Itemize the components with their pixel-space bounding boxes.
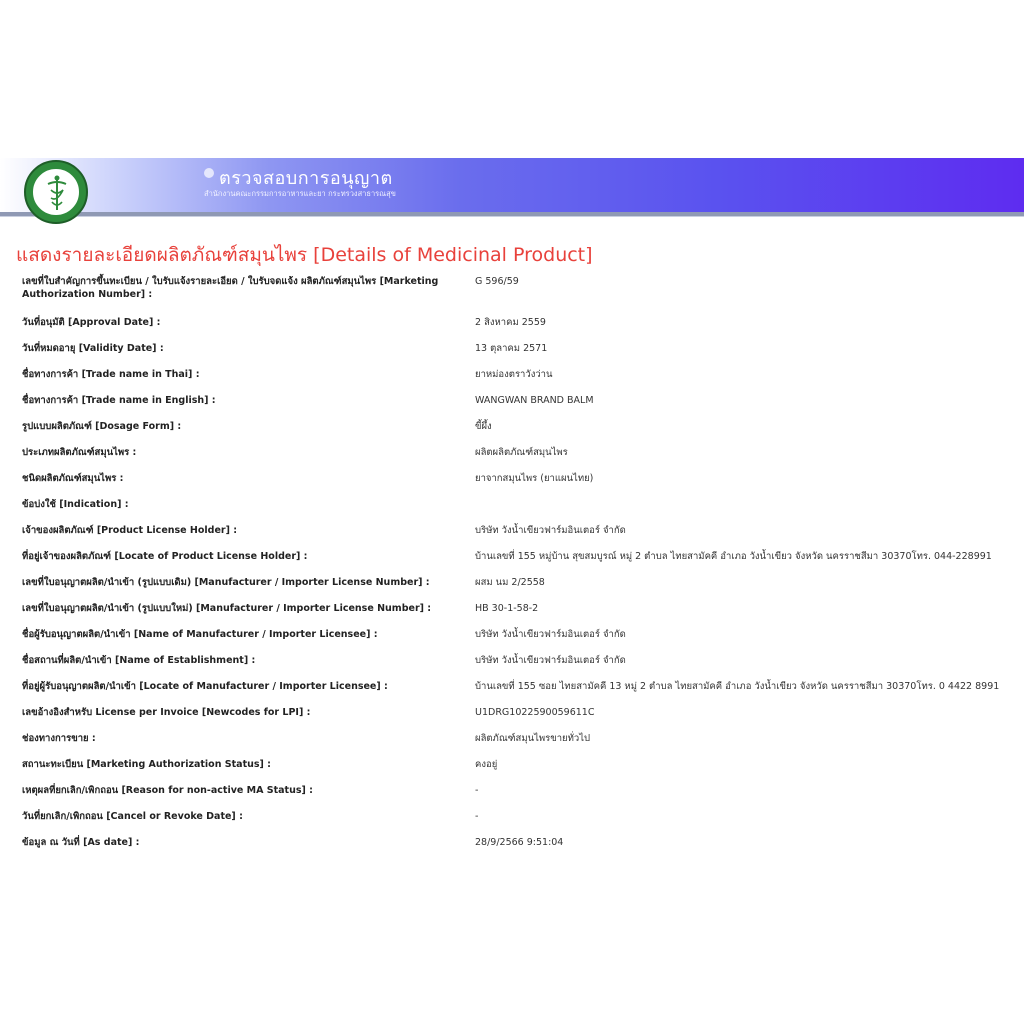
detail-value: 13 ตุลาคม 2571 (475, 343, 548, 354)
detail-label: เลขอ้างอิงสำหรับ License per Invoice [Newcodes for LPI] : (22, 707, 311, 718)
detail-label: วันที่อนุมัติ [Approval Date] : (22, 317, 161, 328)
detail-value: HB 30-1-58-2 (475, 603, 539, 614)
caduceus-icon (26, 162, 90, 226)
detail-label: ข้อมูล ณ วันที่ [As date] : (22, 837, 140, 848)
detail-label: ที่อยู่เจ้าของผลิตภัณฑ์ [Locate of Product License Holder] : (22, 551, 308, 562)
detail-value: ผลิตภัณฑ์สมุนไพรขายทั่วไป (475, 733, 591, 744)
detail-label: ที่อยู่ผู้รับอนุญาตผลิต/นำเข้า [Locate of Manufacturer / Importer Licensee] : (22, 681, 388, 692)
detail-value: ยาจากสมุนไพร (ยาแผนไทย) (475, 473, 594, 484)
detail-value: ผลิตผลิตภัณฑ์สมุนไพร (475, 447, 568, 458)
detail-label: สถานะทะเบียน [Marketing Authorization Status] : (22, 759, 271, 770)
detail-label: เจ้าของผลิตภัณฑ์ [Product License Holder] : (22, 525, 238, 536)
title-bullet-icon (204, 168, 214, 178)
detail-value: คงอยู่ (475, 759, 498, 770)
detail-label: เหตุผลที่ยกเลิก/เพิกถอน [Reason for non-active MA Status] : (22, 785, 313, 796)
detail-value: - (475, 811, 479, 822)
header-divider-light (0, 216, 1024, 217)
site-subtitle: สำนักงานคณะกรรมการอาหารและยา กระทรวงสาธารณสุข (204, 189, 396, 198)
detail-label: ชื่อทางการค้า [Trade name in English] : (22, 395, 216, 406)
detail-label: รูปแบบผลิตภัณฑ์ [Dosage Form] : (22, 421, 182, 432)
detail-value: ขี้ผึ้ง (475, 421, 492, 432)
detail-value: บริษัท วังน้ำเขียวฟาร์มอินเตอร์ จำกัด (475, 525, 626, 536)
detail-value: 28/9/2566 9:51:04 (475, 837, 564, 848)
detail-value: U1DRG1022590059611C (475, 707, 595, 718)
detail-value: บ้านเลขที่ 155 หมู่บ้าน สุขสมบูรณ์ หมู่ 2 ตำบล ไทยสามัคคี อำเภอ วังน้ำเขียว จังหวัด นครราชสีมา 30370โทร. 044-228991 (475, 551, 992, 562)
site-title: ตรวจสอบการอนุญาต (219, 168, 393, 189)
detail-value: บริษัท วังน้ำเขียวฟาร์มอินเตอร์ จำกัด (475, 629, 626, 640)
detail-label: ชื่อสถานที่ผลิต/นำเข้า [Name of Establishment] : (22, 655, 256, 666)
detail-label: ชื่อผู้รับอนุญาตผลิต/นำเข้า [Name of Manufacturer / Importer Licensee] : (22, 629, 378, 640)
page-title: แสดงรายละเอียดผลิตภัณฑ์สมุนไพร [Details of Medicinal Product] (16, 244, 593, 266)
detail-value: - (475, 785, 479, 796)
detail-label: วันที่ยกเลิก/เพิกถอน [Cancel or Revoke Date] : (22, 811, 243, 822)
detail-value: บริษัท วังน้ำเขียวฟาร์มอินเตอร์ จำกัด (475, 655, 626, 666)
detail-value: 2 สิงหาคม 2559 (475, 317, 546, 328)
detail-value: WANGWAN BRAND BALM (475, 395, 594, 406)
detail-label: ข้อบ่งใช้ [Indication] : (22, 499, 129, 510)
detail-value: บ้านเลขที่ 155 ซอย ไทยสามัคคี 13 หมู่ 2 ตำบล ไทยสามัคคี อำเภอ วังน้ำเขียว จังหวัด นครราชสีมา 30370โทร. 0 4422 8991 (475, 681, 1000, 692)
detail-label: เลขที่ใบสำคัญการขึ้นทะเบียน / ใบรับแจ้งรายละเอียด / ใบรับจดแจ้ง ผลิตภัณฑ์สมุนไพร [Marketing Authorization Number] : (22, 276, 439, 300)
detail-label: เลขที่ใบอนุญาตผลิต/นำเข้า (รูปแบบใหม่) [Manufacturer / Importer License Number] : (22, 603, 432, 614)
detail-label: เลขที่ใบอนุญาตผลิต/นำเข้า (รูปแบบเดิม) [Manufacturer / Importer License Number] : (22, 577, 430, 588)
detail-value: ผสม นม 2/2558 (475, 577, 545, 588)
ministry-logo-icon[interactable] (24, 160, 88, 224)
detail-value: G 596/59 (475, 276, 519, 287)
detail-value: ยาหม่องตราวังว่าน (475, 369, 553, 380)
detail-label: ประเภทผลิตภัณฑ์สมุนไพร : (22, 447, 137, 458)
detail-label: ชนิดผลิตภัณฑ์สมุนไพร : (22, 473, 124, 484)
detail-label: ชื่อทางการค้า [Trade name in Thai] : (22, 369, 200, 380)
header-banner (0, 158, 1024, 212)
detail-label: วันที่หมดอายุ [Validity Date] : (22, 343, 164, 354)
detail-label: ช่องทางการขาย : (22, 733, 96, 744)
